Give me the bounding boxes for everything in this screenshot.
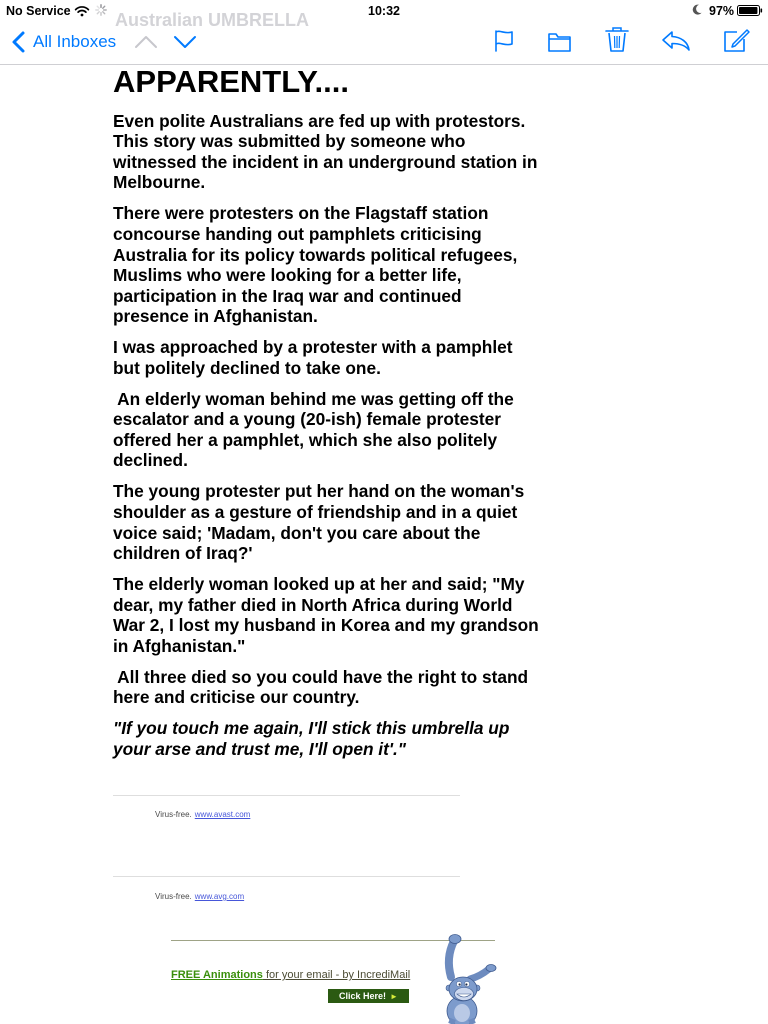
trash-icon — [602, 24, 632, 56]
signature-divider — [113, 795, 460, 796]
incredimail-tagline: for your email - by IncrediMail — [262, 969, 411, 981]
chevron-left-icon — [11, 31, 25, 53]
paragraph-line: here and criticise our country. — [113, 687, 360, 708]
virus-free-label: Virus-free. — [155, 810, 192, 819]
flag-icon — [490, 26, 518, 56]
chevron-up-icon — [130, 28, 162, 56]
incredimail-free-label: FREE Animations — [171, 969, 263, 981]
paragraph-line: Melbourne. — [113, 172, 206, 193]
paragraph-line: I was approached by a protester with a pamphlet — [113, 337, 513, 358]
paragraph-line: Even polite Australians are fed up with protestors. — [113, 110, 526, 131]
message-subject-title: Australian UMBRELLA — [115, 10, 310, 30]
paragraph-line: escalator and a young (20-ish) female protester — [113, 409, 501, 430]
paragraph-line: participation in the Iraq war and continued — [113, 285, 462, 306]
paragraph-line: There were protesters on the Flagstaff station — [113, 203, 489, 224]
paragraph-line: your arse and trust me, I'll open it'." — [113, 738, 406, 759]
moon-icon — [693, 4, 702, 15]
paragraph-line: Muslims who were looking for a better life, — [113, 265, 462, 286]
compose-button[interactable] — [720, 24, 752, 56]
back-button-label: All Inboxes — [33, 32, 117, 51]
message-body — [113, 65, 539, 770]
paragraph — [113, 203, 539, 327]
reply-button[interactable] — [658, 26, 694, 56]
paragraph — [113, 337, 539, 378]
paragraph — [113, 481, 539, 563]
paragraph-line: offered her a pamphlet, which she also politely — [113, 429, 498, 450]
paragraph-line: The elderly woman looked up at her and said; "My — [113, 574, 525, 595]
paragraph-line: dear, my father died in North Africa during World — [113, 594, 513, 615]
paragraph-line: but politely declined to take one. — [113, 357, 381, 378]
folder-icon — [544, 26, 574, 56]
play-arrow-icon: ► — [390, 992, 398, 1001]
avg-link[interactable]: www.avg.com — [194, 892, 245, 901]
carrier-label: No Service — [6, 4, 71, 18]
paragraph-line: shoulder as a gesture of friendship and in a quiet — [113, 501, 518, 522]
quote-paragraph — [113, 718, 539, 759]
paragraph-line: in Afghanistan." — [113, 635, 246, 656]
paragraph — [113, 574, 539, 656]
click-here-button[interactable] — [328, 989, 409, 1003]
paragraph-line: War 2, I lost my husband in Korea and my grandson — [113, 615, 539, 636]
paragraph — [113, 111, 539, 193]
avast-link[interactable]: www.avast.com — [194, 810, 251, 819]
battery-icon — [737, 5, 764, 16]
paragraph-line: "If you touch me again, I'll stick this umbrella up — [113, 718, 510, 739]
next-message-button[interactable] — [169, 28, 201, 56]
paragraph-line: concourse handing out pamphlets criticising — [113, 223, 482, 244]
previous-message-button[interactable] — [130, 28, 162, 56]
clock: 10:32 — [368, 4, 400, 18]
battery-fill — [739, 7, 757, 14]
compose-icon — [720, 24, 752, 56]
paragraph-line: All three died so you could have the right to stand — [113, 666, 529, 687]
paragraph-line: Australia for its policy towards political refugees, — [113, 244, 518, 265]
message-heading: APPARENTLY.... — [113, 64, 349, 99]
signature-divider — [113, 876, 460, 877]
paragraph-line: voice said; 'Madam, don't you care about the — [113, 522, 481, 543]
trash-button[interactable] — [602, 24, 632, 56]
paragraph — [113, 667, 539, 708]
paragraph-line: children of Iraq?' — [113, 543, 253, 564]
chevron-down-icon — [169, 28, 201, 56]
flag-button[interactable] — [490, 26, 518, 56]
reply-icon — [658, 26, 694, 56]
paragraph-line: The young protester put her hand on the woman's — [113, 481, 525, 502]
click-here-label: Click Here! — [339, 991, 387, 1001]
move-to-folder-button[interactable] — [544, 26, 574, 56]
virus-free-signature-avast — [155, 810, 250, 820]
incredimail-link[interactable] — [171, 969, 410, 982]
battery-percent: 97% — [709, 4, 735, 18]
back-button[interactable] — [8, 24, 120, 60]
paragraph — [113, 389, 539, 471]
paragraph-line: declined. — [113, 450, 188, 471]
virus-free-signature-avg — [155, 892, 244, 902]
paragraph-line: witnessed the incident in an underground station in — [113, 151, 538, 172]
virus-free-label: Virus-free. — [155, 892, 192, 901]
paragraph-line: presence in Afghanistan. — [113, 306, 318, 327]
paragraph-line: This story was submitted by someone who — [113, 131, 466, 152]
gorilla-animation-icon — [438, 933, 498, 1024]
paragraph-line: An elderly woman behind me was getting off the — [113, 388, 514, 409]
